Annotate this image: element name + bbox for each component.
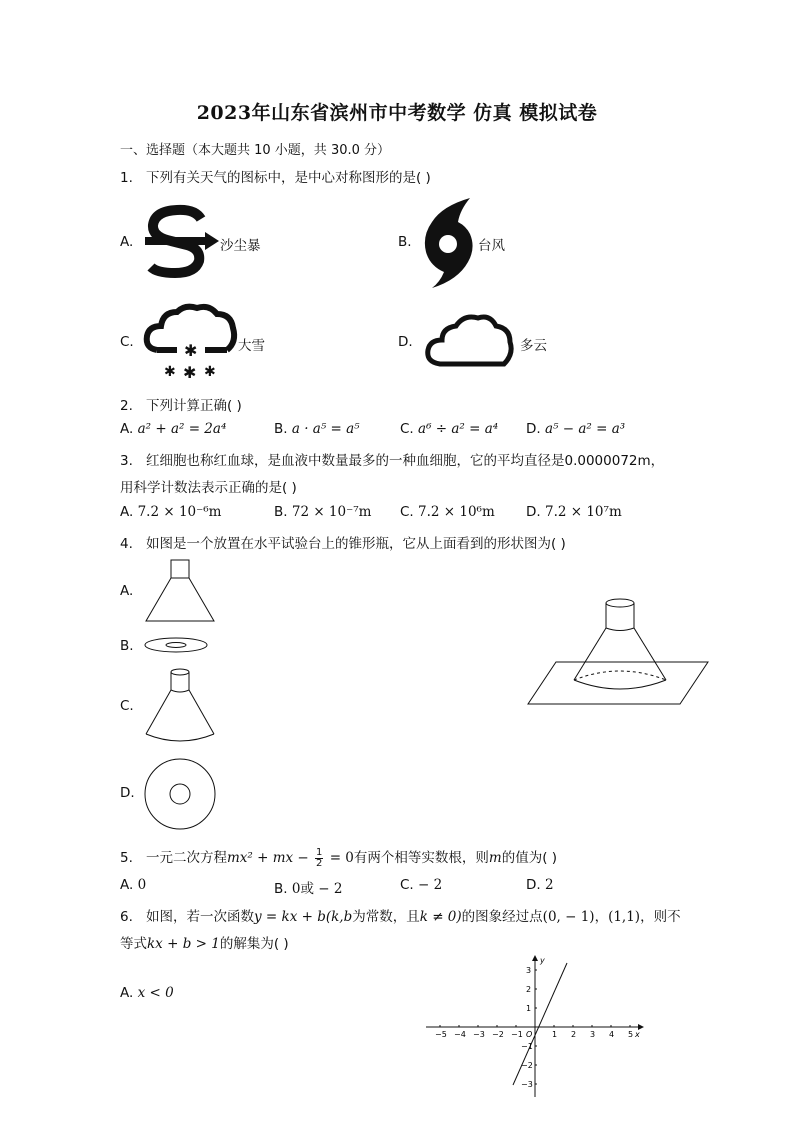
option-d-letter: D.: [398, 334, 413, 350]
y-tick-label: 2: [526, 985, 532, 994]
option-letter: B.: [274, 881, 288, 897]
question-number: 5.: [120, 850, 133, 866]
fraction-numerator: 1: [316, 846, 323, 858]
q5-option-b: [274, 877, 342, 897]
option-expr: 7.2 × 10⁷m: [544, 504, 622, 520]
question-number: 2.: [120, 398, 133, 414]
question-text: 如图是一个放置在水平试验台上的锥形瓶，它从上面看到的形状图为( ): [146, 536, 566, 552]
question-5: [120, 846, 557, 869]
sandstorm-icon: [143, 205, 221, 279]
option-expr: a⁵ − a² = a³: [544, 421, 626, 437]
option-letter: D.: [526, 421, 541, 437]
q6-text-a: 如图，若一次函数: [146, 909, 254, 925]
option-letter: B.: [274, 504, 288, 520]
q6-inequality: kx + b > 1: [147, 936, 220, 952]
x-axis-label: x: [635, 1030, 640, 1039]
q2-option-c: [400, 421, 498, 437]
question-6: [120, 905, 681, 925]
y-tick-label: −3: [521, 1080, 533, 1089]
question-number: 3.: [120, 453, 133, 469]
option-expr: 7.2 × 10⁶m: [418, 504, 495, 520]
y-axis-arrow: [532, 955, 538, 961]
x-tick-label: −3: [473, 1030, 485, 1039]
svg-text:✱: ✱: [183, 363, 197, 382]
q5-option-d: [526, 877, 554, 893]
linear-function-graph: [424, 955, 646, 1100]
question-text-mid: 有两个相等实数根，则: [353, 850, 489, 866]
q4-option-d-letter: D.: [120, 785, 135, 801]
x-tick-label: −5: [435, 1030, 447, 1039]
q3-option-c: [400, 504, 495, 520]
option-expr: a⁶ ÷ a² = a⁴: [418, 421, 499, 437]
question-text: 一元二次方程: [146, 850, 227, 866]
question-text-end: 的值为( ): [501, 850, 558, 866]
option-expr: a · a⁵ = a⁵: [291, 421, 360, 437]
q6-expr-d: k ≠ 0): [419, 909, 462, 925]
q5-option-a: [120, 877, 146, 893]
q6-points: (0, − 1)，(1,1): [542, 909, 641, 925]
fraction: [315, 848, 323, 869]
question-3-line2: 用科学计数法表示正确的是( ): [120, 480, 297, 496]
y-tick-label: −2: [521, 1061, 533, 1070]
q6-text-2a: 等式: [120, 936, 147, 952]
y-tick-label: 1: [526, 1004, 532, 1013]
q6-text-c: 为常数，且: [352, 909, 420, 925]
option-expr: 0: [137, 877, 147, 893]
q2-option-b: [274, 421, 360, 437]
question-text: 下列有关天气的图标中，是中心对称图形的是( ): [146, 170, 431, 186]
option-letter: D.: [526, 877, 541, 893]
q5-option-c: [400, 877, 442, 893]
fraction-denominator: 2: [316, 857, 323, 869]
question-number: 6.: [120, 909, 133, 925]
option-c-letter: C.: [120, 334, 134, 350]
q4-option-c-letter: C.: [120, 698, 134, 714]
option-letter: C.: [400, 421, 414, 437]
x-tick-label: −1: [511, 1030, 523, 1039]
flask-flat-rings-b: [144, 636, 212, 654]
page-title: 2023年山东省滨州市中考数学 仿真 模拟试卷: [196, 102, 598, 124]
option-b-label: 台风: [478, 238, 505, 254]
q6-text-g: ，则不: [640, 909, 681, 925]
option-expr: 72 × 10⁻⁷m: [291, 504, 372, 520]
y-axis-label: y: [540, 956, 545, 965]
question-6-line2: [120, 932, 289, 952]
flask-perspective-c: [144, 668, 216, 744]
x-tick-label: −2: [492, 1030, 504, 1039]
x-tick-label: 2: [571, 1030, 577, 1039]
svg-text:✱: ✱: [184, 341, 198, 360]
option-expr: − 2: [418, 877, 443, 893]
question-1: [120, 166, 431, 186]
option-a-letter: A.: [120, 234, 134, 250]
x-tick-label: −4: [454, 1030, 466, 1039]
q4-option-b-letter: B.: [120, 638, 134, 654]
origin-label: O: [526, 1030, 533, 1039]
cloudy-icon: [424, 310, 516, 370]
heavy-snow-icon: [143, 300, 239, 380]
question-text: 红细胞也称红血球，是血液中数量最多的一种血细胞，它的平均直径是0.0000072m，: [146, 453, 665, 469]
option-letter: C.: [400, 504, 414, 520]
variable: m: [488, 850, 502, 866]
question-2: [120, 394, 242, 414]
question-text: 下列计算正确( ): [146, 398, 242, 414]
equation: mx² + mx −: [227, 850, 314, 866]
option-letter: A.: [120, 421, 134, 437]
q3-option-d: [526, 504, 622, 520]
section-heading: 一、选择题（本大题共 10 小题，共 30.0 分）: [120, 143, 391, 158]
option-c-label: 大雪: [238, 338, 265, 354]
q6-expr-b: y = kx + b(k,b: [254, 909, 353, 925]
q4-option-a-letter: A.: [120, 583, 134, 599]
option-expr: 7.2 × 10⁻⁶m: [137, 504, 222, 520]
x-tick-label: 3: [590, 1030, 596, 1039]
option-letter: A.: [120, 985, 134, 1001]
x-tick-label: 1: [552, 1030, 558, 1039]
option-expr: 0或 − 2: [291, 881, 343, 897]
option-expr: a² + a² = 2a⁴: [137, 421, 227, 437]
option-d-label: 多云: [520, 338, 547, 354]
q6-text-2c: 的解集为( ): [219, 936, 289, 952]
x-tick-label: 4: [609, 1030, 615, 1039]
svg-text:✱: ✱: [164, 364, 176, 380]
option-expr: 2: [544, 877, 554, 893]
q3-option-a: [120, 504, 221, 520]
option-letter: D.: [526, 504, 541, 520]
option-expr: x < 0: [137, 985, 174, 1001]
option-letter: C.: [400, 877, 414, 893]
q2-option-d: [526, 421, 625, 437]
svg-text:✱: ✱: [204, 364, 216, 380]
flask-on-bench-figure: [528, 596, 710, 706]
q6-text-e: 的图象经过点: [461, 909, 543, 925]
q3-option-b: [274, 504, 371, 520]
x-tick-label: 5: [628, 1030, 634, 1039]
option-letter: B.: [274, 421, 288, 437]
option-b-letter: B.: [398, 234, 412, 250]
equation-tail: = 0: [325, 850, 354, 866]
flask-top-view-d: [144, 758, 218, 832]
question-3: [120, 449, 664, 469]
question-number: 1.: [120, 170, 133, 186]
q2-option-a: [120, 421, 226, 437]
y-tick-label: −1: [521, 1042, 533, 1051]
question-number: 4.: [120, 536, 133, 552]
option-letter: A.: [120, 504, 134, 520]
typhoon-icon: [420, 196, 478, 290]
q6-option-a: [120, 985, 174, 1001]
y-tick-label: 3: [526, 966, 532, 975]
option-letter: A.: [120, 877, 134, 893]
flask-front-view-a: [144, 558, 216, 624]
question-4: [120, 532, 566, 552]
option-a-label: 沙尘暴: [220, 238, 261, 254]
